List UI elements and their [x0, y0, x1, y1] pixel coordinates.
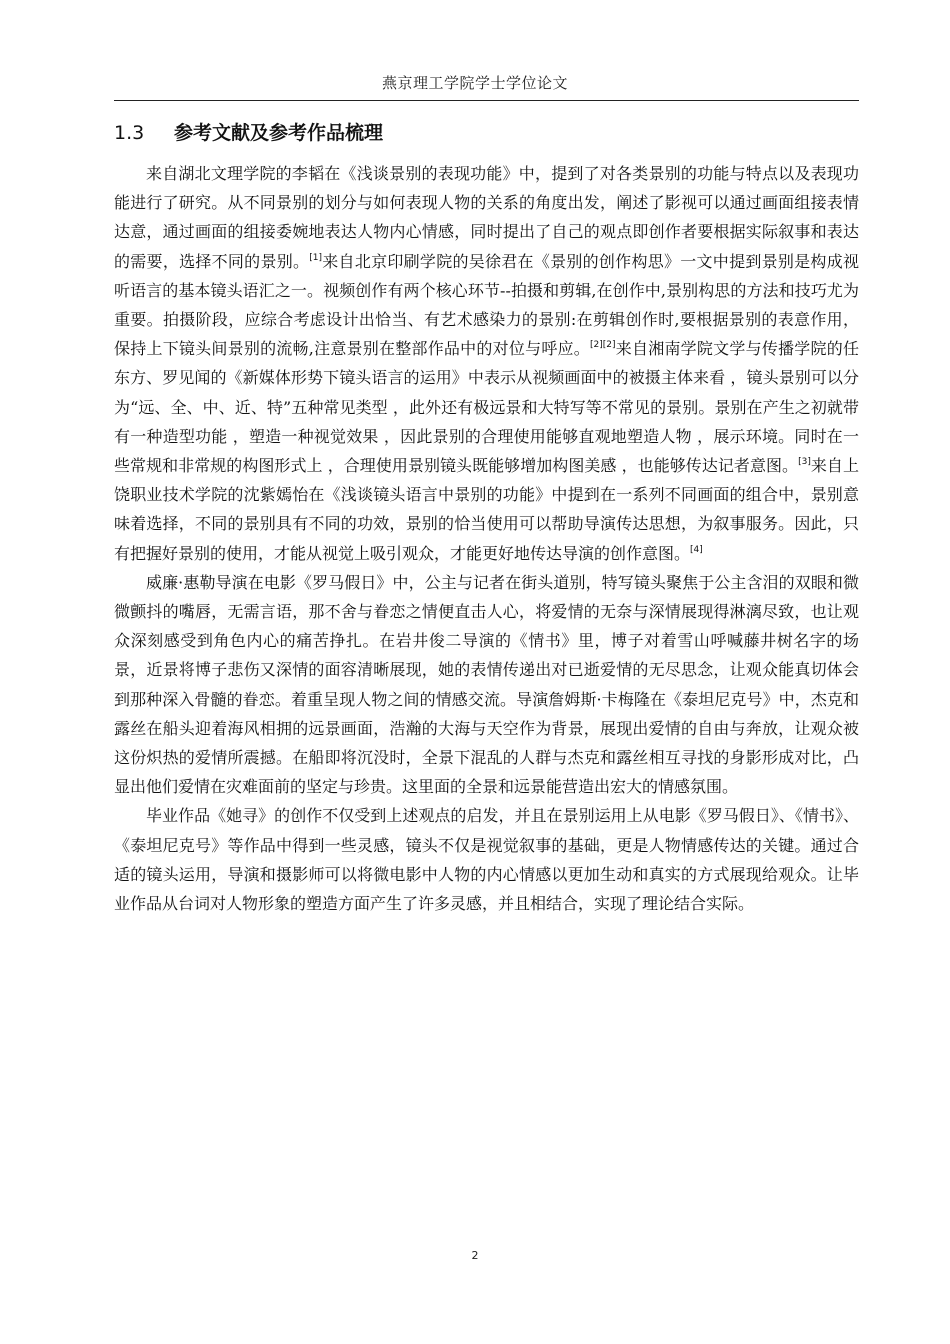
paragraph-text: 来自湖北文理学院的李韬在《浅谈景别的表现功能》中，提到了对各类景别的功能与特点以及表现功能进行了研究。从不同景别的划分与如何表现人物的关系的角度出发，阐述了影视可以通过画面组接表情达意，通过画面的组接委婉地表达人物内心情感，同时提出了自己的观点即创作者要根据实际叙事和表达的需要，选择不同的景别。	[114, 164, 859, 271]
running-header: 燕京理工学院学士学位论文	[381, 74, 568, 92]
paragraph	[114, 568, 859, 802]
section-number: 1.3	[114, 122, 145, 144]
header-divider	[114, 100, 859, 101]
paragraph	[114, 801, 859, 918]
citation-ref: [2][2]	[590, 340, 616, 351]
paragraph-text: 来自湘南学院文学与传播学院的任东方、罗见闻的《新媒体形势下镜头语言的运用》中表示从视频画面中的被摄主体来看 ，镜头景别可以分为“远、全、中、近、特”五种常见类型 ，此外还有极远景和大特写等不常见的景别。景别在产生之初就带有一种造型功能 ，塑造一种视觉效果 ，因此景别的合理使用能够直观地塑造人物 ，展示环境。同时在一些常规和非常规的构图形式上 ，合理使用景别镜头既能够增加构图美感 ，也能够传达记者意图。	[114, 339, 859, 476]
citation-ref: [3]	[798, 457, 811, 468]
section-title: 参考文献及参考作品梳理	[174, 122, 384, 144]
paragraph	[114, 159, 859, 568]
paragraph-text: 来自北京印刷学院的吴徐君在《景别的创作构思》一文中提到景别是构成视听语言的基本镜头语汇之一。视频创作有两个核心环节--拍摄和剪辑,在创作中,景别构思的方法和技巧尤为重要。拍摄阶段，应综合考虑设计出恰当、有艺术感染力的景别:在剪辑创作时,要根据景别的表意作用，保持上下镜头间景别的流畅,注意景别在整部作品中的对位与呼应。	[114, 251, 859, 359]
paragraph-text: 威廉·惠勒导演在电影《罗马假日》中，公主与记者在街头道别，特写镜头聚焦于公主含泪的双眼和微微颤抖的嘴唇，无需言语，那不舍与眷恋之情便直击人心，将爱情的无奈与深情展现得淋漓尽致，也让观众深刻感受到角色内心的痛苦挣扎。在岩井俊二导演的《情书》里，博子对着雪山呼喊藤井树名字的场景，近景将博子悲伤又深情的面容清晰展现，她的表情传递出对已逝爱情的无尽思念，让观众能真切体会到那种深入骨髓的眷恋。着重呈现人物之间的情感交流。导演詹姆斯·卡梅隆在《泰坦尼克号》中，杰克和露丝在船头迎着海风相拥的远景画面，浩瀚的大海与天空作为背景，展现出爱情的自由与奔放，让观众被这份炽热的爱情所震撼。在船即将沉没时，全景下混乱的人群与杰克和露丝相互寻找的身影形成对比，凸显出他们爱情在灾难面前的坚定与珍贵。这里面的全景和远景能营造出宏大的情感氛围。	[114, 572, 859, 797]
paragraph-text: 毕业作品《她寻》的创作不仅受到上述观点的启发，并且在景别运用上从电影《罗马假日》、《情书》、《泰坦尼克号》等作品中得到一些灵感，镜头不仅是视觉叙事的基础，更是人物情感传达的关键。通过合适的镜头运用，导演和摄影师可以将微电影中人物的内心情感以更加生动和真实的方式展现给观众。让毕业作品从台词对人物形象的塑造方面产生了许多灵感，并且相结合，实现了理论结合实际。	[114, 806, 859, 914]
paragraph-text: 来自上饶职业技术学院的沈紫嫣怡在《浅谈镜头语言中景别的功能》中提到在一系列不同画面的组合中，景别意味着选择，不同的景别具有不同的功效，景别的恰当使用可以帮助导演传达思想，为叙事服务。因此，只有把握好景别的使用，才能从视觉上吸引观众，才能更好地传达导演的创作意图。	[114, 456, 859, 563]
page-number: 2	[471, 1249, 479, 1262]
body-text	[114, 159, 859, 918]
section-heading	[114, 118, 859, 145]
citation-ref: [4]	[690, 544, 703, 555]
citation-ref: [1]	[309, 252, 323, 263]
